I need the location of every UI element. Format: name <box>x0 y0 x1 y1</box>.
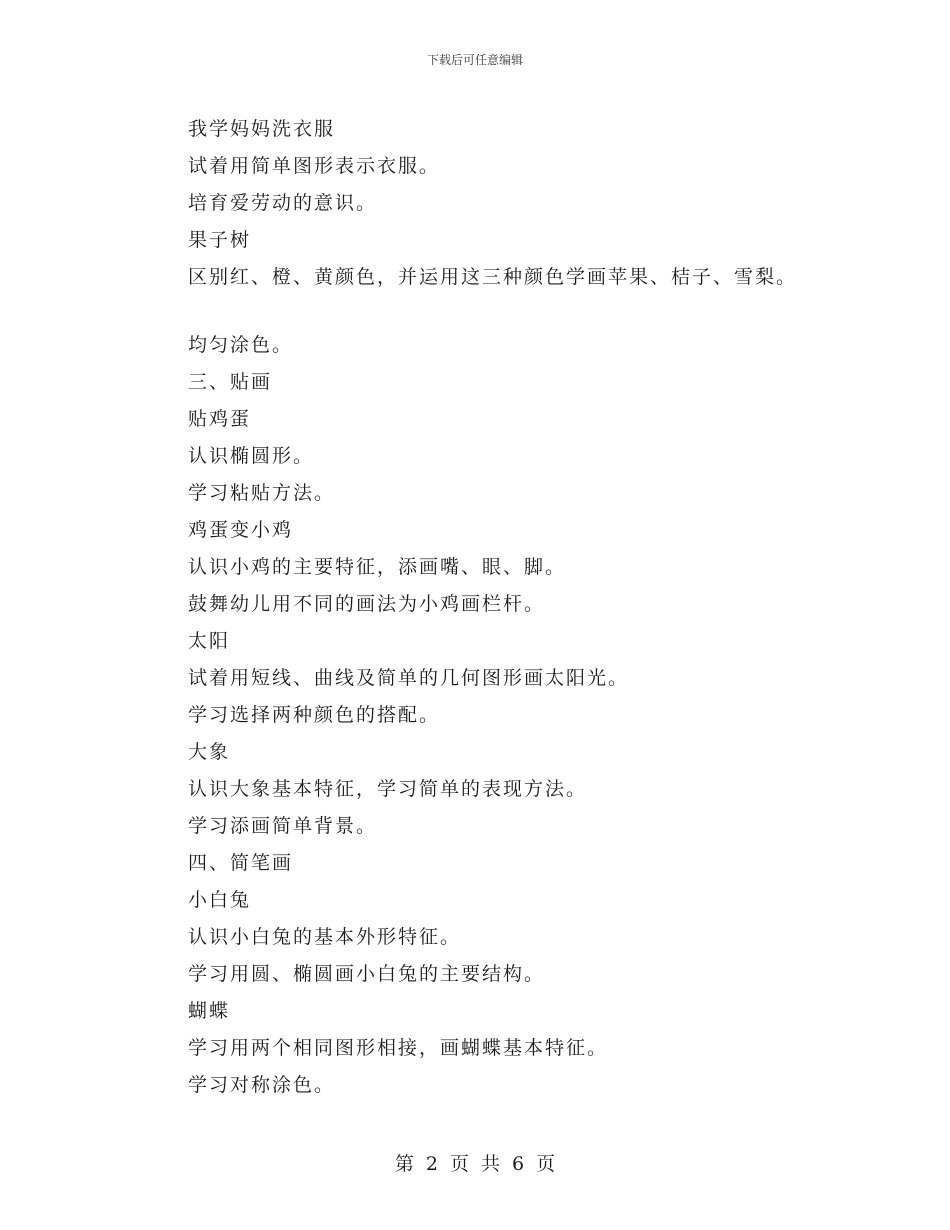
text-line: 太阳 <box>188 630 231 652</box>
text-line: 学习添画简单背景。 <box>188 815 378 837</box>
section-heading: 四、简笔画 <box>188 852 294 874</box>
text-line: 认识椭圆形。 <box>188 445 315 467</box>
text-line: 学习选择两种颜色的搭配。 <box>188 704 441 726</box>
text-line: 学习粘贴方法。 <box>188 482 336 504</box>
text-line: 鼓舞幼儿用不同的画法为小鸡画栏杆。 <box>188 593 546 615</box>
text-line: 培育爱劳动的意识。 <box>188 192 378 214</box>
text-line: 鸡蛋变小鸡 <box>188 519 294 541</box>
page-header: 下载后可任意编辑 <box>426 53 523 67</box>
text-line: 贴鸡蛋 <box>188 408 252 430</box>
text-line: 小白兔 <box>188 889 252 911</box>
text-line: 学习用圆、椭圆画小白兔的主要结构。 <box>188 963 546 985</box>
text-line: 学习用两个相同图形相接，画蝴蝶基本特征。 <box>188 1037 609 1059</box>
text-line: 认识小白兔的基本外形特征。 <box>188 926 462 948</box>
text-line: 果子树 <box>188 229 252 251</box>
text-line: 认识小鸡的主要特征，添画嘴、眼、脚。 <box>188 556 567 578</box>
section-heading: 三、贴画 <box>188 371 273 393</box>
text-line: 我学妈妈洗衣服 <box>188 118 336 140</box>
text-line: 蝴蝶 <box>188 1000 231 1022</box>
page-number-footer: 第 2 页 共 6 页 <box>394 1153 556 1175</box>
text-line: 均匀涂色。 <box>188 334 294 356</box>
text-line: 大象 <box>188 741 231 763</box>
text-line: 区别红、橙、黄颜色，并运用这三种颜色学画苹果、桔子、雪梨。 <box>188 266 798 288</box>
text-line: 学习对称涂色。 <box>188 1074 336 1096</box>
text-line: 试着用短线、曲线及简单的几何图形画太阳光。 <box>188 667 630 689</box>
text-line: 认识大象基本特征，学习简单的表现方法。 <box>188 778 588 800</box>
text-line: 试着用简单图形表示衣服。 <box>188 155 441 177</box>
document-body <box>188 111 888 1104</box>
